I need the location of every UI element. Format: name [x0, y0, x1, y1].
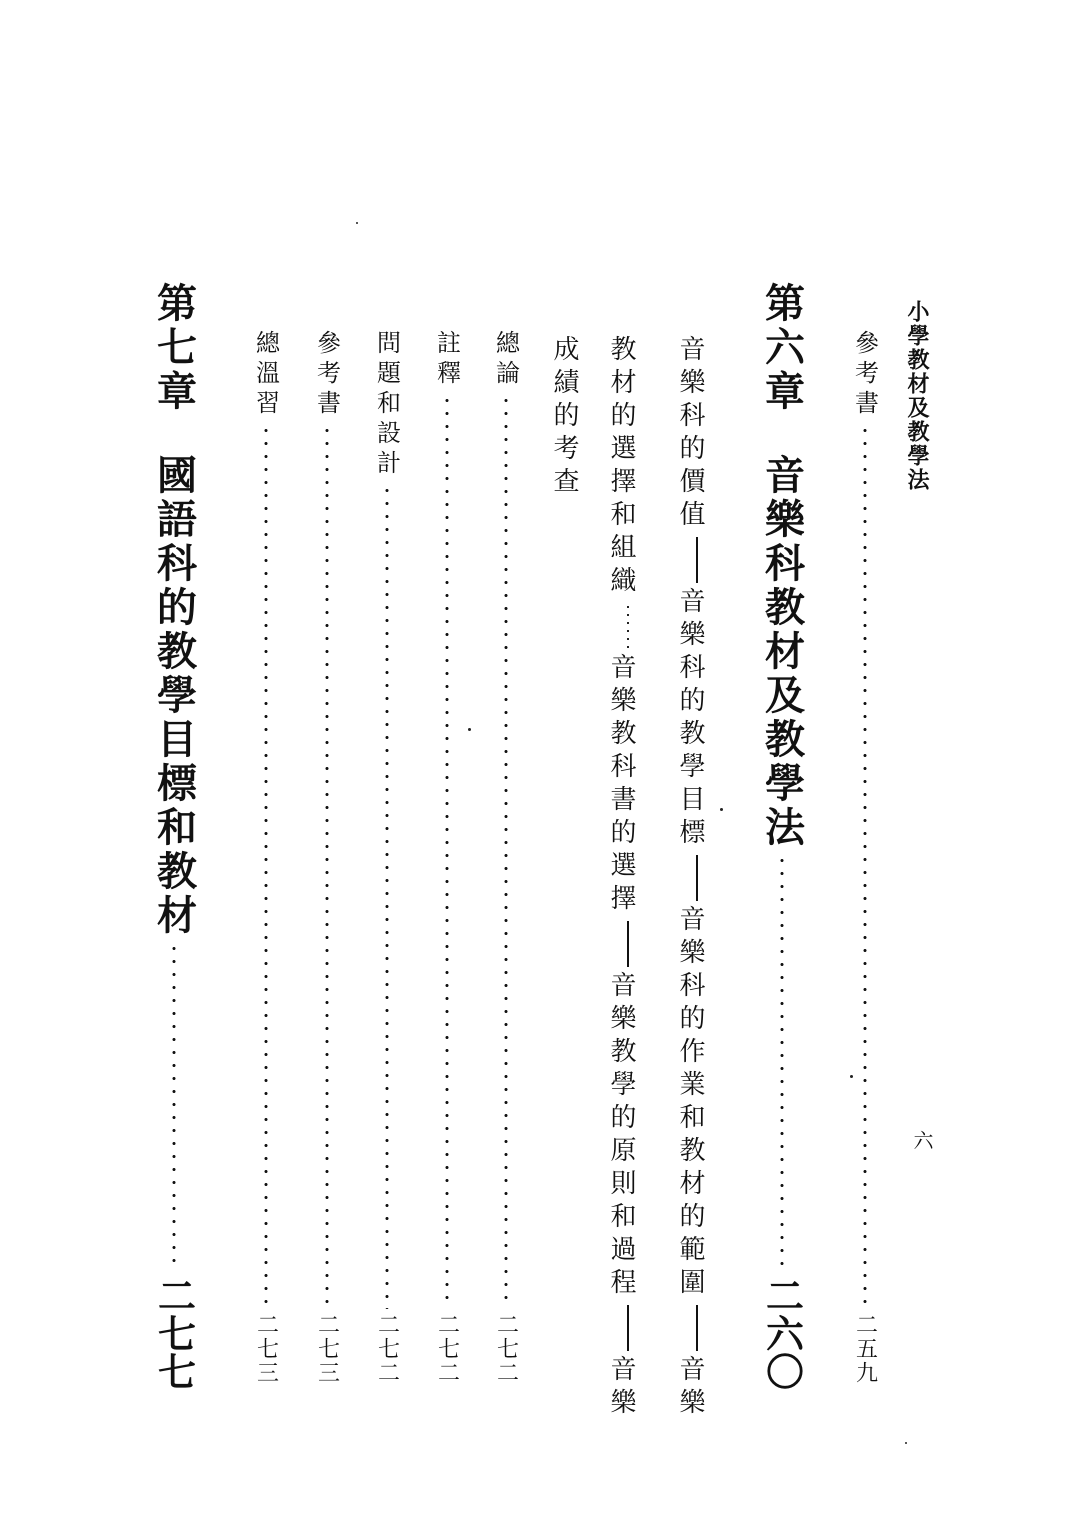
chapter-6-subtopics-line-2 [603, 335, 640, 1421]
subtopic-text: 音樂科的價值 [675, 335, 705, 533]
toc-entry-page: 二七三 [314, 1313, 340, 1385]
toc-entry-page: 二七二 [493, 1313, 519, 1385]
dot-leader [780, 854, 784, 1272]
scan-speck [468, 728, 471, 731]
scan-speck [905, 1442, 907, 1444]
subtopic-text: 音樂 [675, 1355, 705, 1421]
chapter-6-title: 音樂科教材及教學法 [758, 454, 806, 850]
scan-speck [356, 222, 358, 224]
subtopic-text: 音樂科的教學目標 [675, 587, 705, 851]
toc-chapter-7[interactable] [148, 282, 200, 1390]
dot-leader [504, 394, 508, 1309]
toc-entry-label: 註釋 [432, 330, 461, 390]
book-title: 小學教材及教學法 [904, 300, 930, 492]
toc-entry-page: 二七二 [434, 1313, 460, 1385]
toc-entry-summary[interactable] [489, 330, 523, 1385]
em-dash [696, 1305, 698, 1351]
em-dash [696, 537, 698, 583]
em-dash [627, 1305, 629, 1351]
chapter-7-number: 第七章 [150, 282, 198, 414]
toc-entry-page: 二五九 [852, 1313, 878, 1385]
subtopic-text: 音樂教科書的選擇 [606, 653, 636, 917]
subtopic-text: 音樂 [606, 1355, 636, 1421]
subtopic-text: 教材的選擇和組織 [606, 335, 636, 599]
toc-chapter-6[interactable] [756, 282, 808, 1390]
chapter-6-number: 第六章 [758, 282, 806, 414]
toc-entry-label: 參考書 [312, 330, 341, 420]
dot-leader [385, 484, 389, 1309]
dot-leader [264, 424, 268, 1309]
running-head-title [902, 300, 933, 492]
dot-leader [863, 424, 867, 1309]
toc-entry-references-ch5[interactable] [848, 330, 882, 1385]
toc-entry-label: 總溫習 [251, 330, 280, 420]
page-number-text: 六 [910, 1130, 934, 1150]
page-number [908, 1130, 937, 1150]
em-dash [627, 921, 629, 967]
toc-entry-label: 問題和設計 [372, 330, 401, 480]
toc-entry-page: 二七二 [374, 1313, 400, 1385]
toc-entry-notes[interactable] [430, 330, 464, 1385]
subtopic-text: 成績的考查 [549, 335, 579, 500]
toc-entry-problems-and-projects[interactable] [370, 330, 404, 1385]
chapter-7-page: 二七七 [151, 1276, 197, 1390]
chapter-6-subtopics-line-3 [546, 335, 583, 500]
chapter-7-title: 國語科的教學目標和教材 [150, 454, 198, 938]
toc-entry-references-ch6[interactable] [310, 330, 344, 1385]
subtopic-text: 音樂科的作業和教材的範圍 [675, 905, 705, 1301]
scan-speck [720, 808, 723, 811]
dot-leader [172, 942, 176, 1272]
dot-leader [325, 424, 329, 1309]
toc-entry-label: 參考書 [850, 330, 879, 420]
toc-entry-review[interactable] [249, 330, 283, 1385]
toc-entry-page: 二七三 [253, 1313, 279, 1385]
dotted-dash [627, 603, 629, 649]
toc-entry-label: 總論 [491, 330, 520, 390]
chapter-6-subtopics-line-1 [672, 335, 709, 1421]
subtopic-text: 音樂教學的原則和過程 [606, 971, 636, 1301]
dot-leader [445, 394, 449, 1309]
em-dash [696, 855, 698, 901]
scan-speck [850, 1075, 853, 1078]
chapter-6-page: 二六〇 [759, 1276, 805, 1390]
